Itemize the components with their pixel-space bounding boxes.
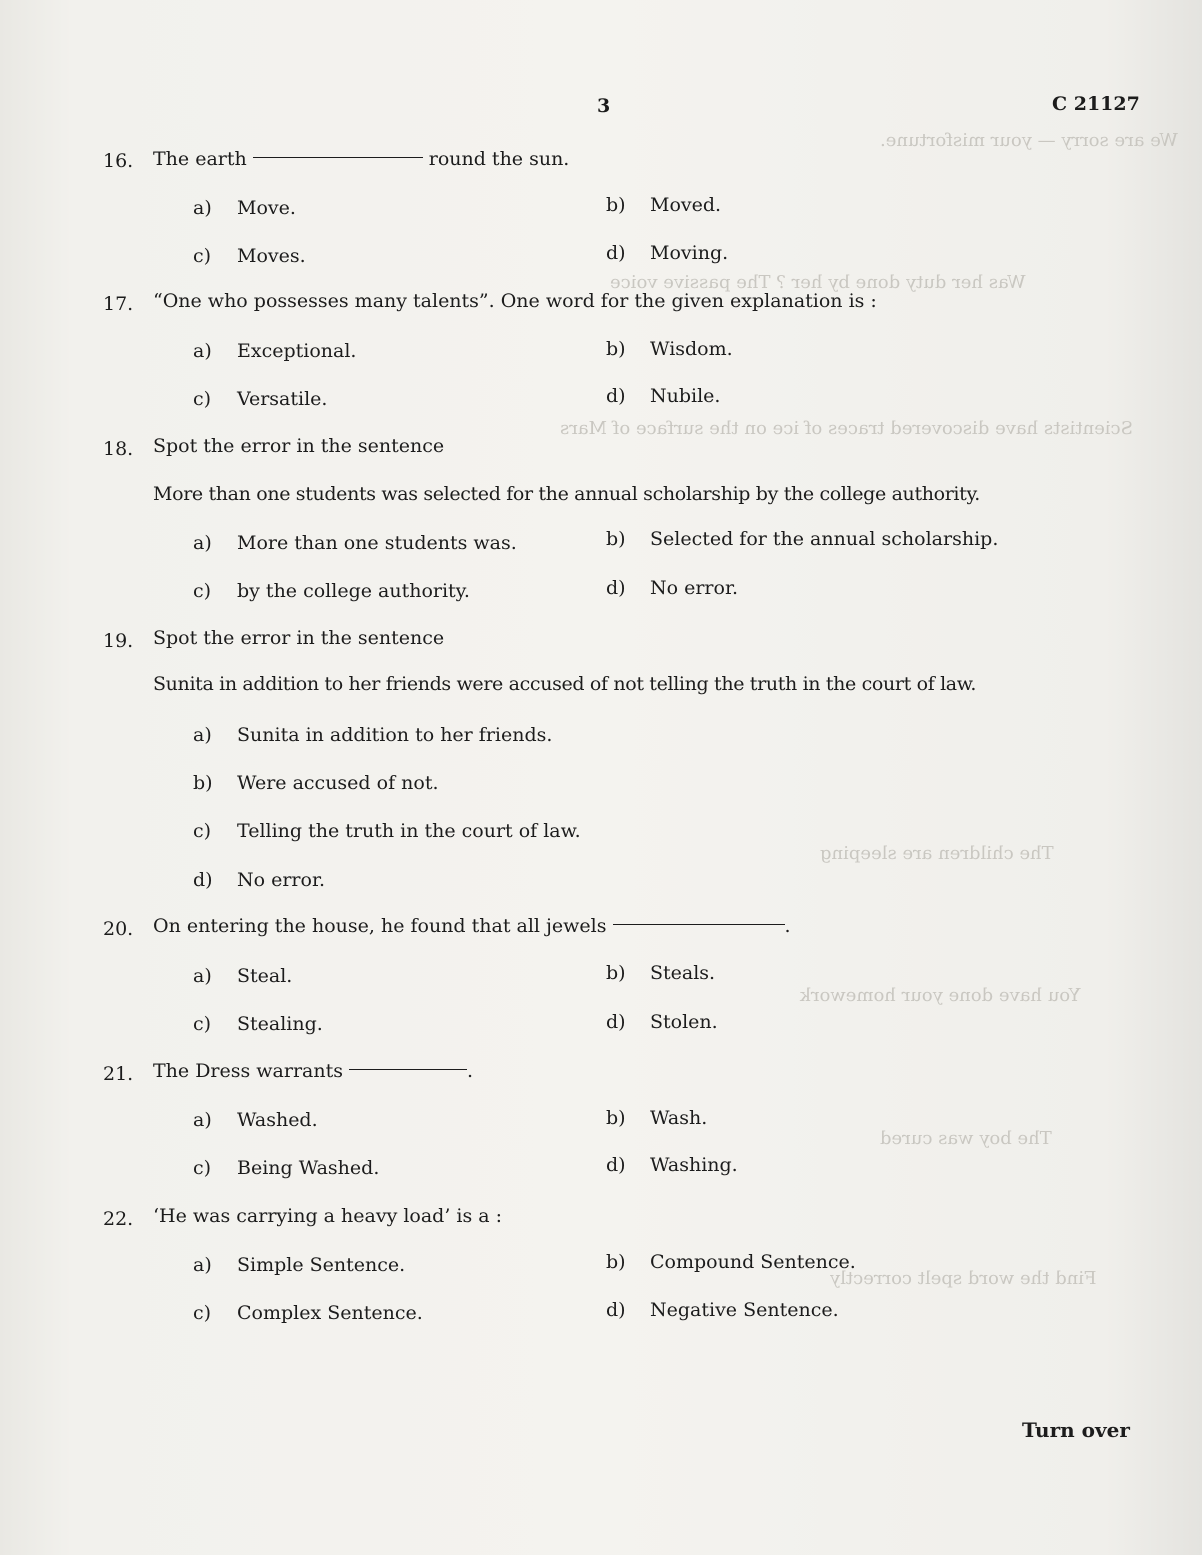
question-text	[153, 147, 569, 171]
question-text: Spot the error in the sentence	[153, 435, 445, 457]
question-text-before-blank: The Dress warrants	[153, 1060, 343, 1082]
option-b: b) Were accused of not.	[193, 772, 439, 794]
option-c: c) Being Washed.	[193, 1157, 380, 1179]
question-number: 22.	[103, 1208, 134, 1230]
option-b: b) Moved.	[606, 194, 722, 216]
option-c: c) Complex Sentence.	[193, 1302, 423, 1324]
option-a: a) Exceptional.	[193, 340, 357, 362]
question-sentence: More than one students was selected for the annual scholarship by the college authority.	[153, 483, 980, 505]
option-c: c) Versatile.	[193, 388, 328, 410]
question-text-after-blank: round the sun.	[428, 148, 570, 170]
question-text: Spot the error in the sentence	[153, 627, 445, 649]
option-b: b) Selected for the annual scholarship.	[606, 528, 999, 550]
option-d: d) Stolen.	[606, 1011, 718, 1033]
question-number: 16.	[103, 150, 134, 172]
question-text-before-blank: On entering the house, he found that all jewels	[153, 915, 607, 937]
option-c: c) Moves.	[193, 245, 306, 267]
option-a: a) More than one students was.	[193, 532, 517, 554]
option-d: d) Nubile.	[606, 385, 721, 407]
option-d: d) Moving.	[606, 242, 729, 264]
option-d: d) No error.	[193, 869, 325, 891]
option-b: b) Compound Sentence.	[606, 1251, 856, 1273]
turn-over-note: Turn over	[1022, 1418, 1130, 1442]
question-number: 20.	[103, 918, 134, 940]
question-text-after-blank: .	[784, 915, 791, 937]
option-c: c) by the college authority.	[193, 580, 470, 602]
option-d: d) No error.	[606, 577, 738, 599]
question-number: 18.	[103, 438, 134, 460]
question-text-after-blank: .	[467, 1060, 474, 1082]
option-d: d) Negative Sentence.	[606, 1299, 839, 1321]
question-sentence: Sunita in addition to her friends were accused of not telling the truth in the court of law.	[153, 673, 977, 695]
question-text: “One who possesses many talents”. One word for the given explanation is :	[153, 290, 877, 312]
question-text	[153, 914, 791, 938]
option-d: d) Washing.	[606, 1154, 738, 1176]
option-b: b) Steals.	[606, 962, 716, 984]
option-b: b) Wisdom.	[606, 338, 733, 360]
answer-blank	[613, 924, 785, 925]
option-a: a) Sunita in addition to her friends.	[193, 724, 553, 746]
option-a: a) Washed.	[193, 1109, 318, 1131]
option-a: a) Move.	[193, 197, 296, 219]
exam-page: We are sorry — your misfortune. Was her duty done by her ? The passive voice Scientists have discovered traces of ice on the surface of Mars The children are sleeping You have done your homework The boy was cured Find the word spelt correctly 3 C 21127 16. The earth round the sun. a) Move. b) Moved. c) Moves. d) Moving. 17. “One who possesses many talents”. One word for the given explanation is : a) Exceptional. b) Wisdom. c) Versatile. d) Nubile. 18. Spot the error in the sentence More than one students was selected for the annual scholarship by the college authority. a) More than one students was. b) Selected for the annual scholarship. c) by the college authority. d) No error. 19. Spot the error in the sentence Sunita in addition to her friends were accused of not telling the truth in the court of law. a) Sunita in addition to her friends. b) Were accused of not. c) Telling the truth in the court of law. d) No error. 20. On entering the house, he found that all jewels . a) Steal. b) Steals. c) Stealing. d) Stolen. 21. The Dress warrants . a) Washed. b) Wash. c) Being Washed. d) Washing. 22. ‘He was carrying a heavy load’ is a : a) Simple Sentence. b) Compound Sentence. c) Complex Sentence. d) Negative Sentence. Turn over	[0, 0, 1202, 1555]
answer-blank	[349, 1069, 467, 1070]
question-text	[153, 1059, 473, 1083]
exam-code: C 21127	[1052, 93, 1140, 115]
answer-blank	[253, 157, 423, 158]
option-b: b) Wash.	[606, 1107, 708, 1129]
question-text-before-blank: The earth	[153, 148, 247, 170]
page-number: 3	[597, 95, 611, 117]
question-number: 19.	[103, 630, 134, 652]
question-number: 21.	[103, 1063, 134, 1085]
option-a: a) Simple Sentence.	[193, 1254, 406, 1276]
option-c: c) Telling the truth in the court of law.	[193, 820, 581, 842]
option-c: c) Stealing.	[193, 1013, 323, 1035]
question-number: 17.	[103, 293, 134, 315]
option-a: a) Steal.	[193, 965, 293, 987]
question-text: ‘He was carrying a heavy load’ is a :	[153, 1205, 503, 1227]
